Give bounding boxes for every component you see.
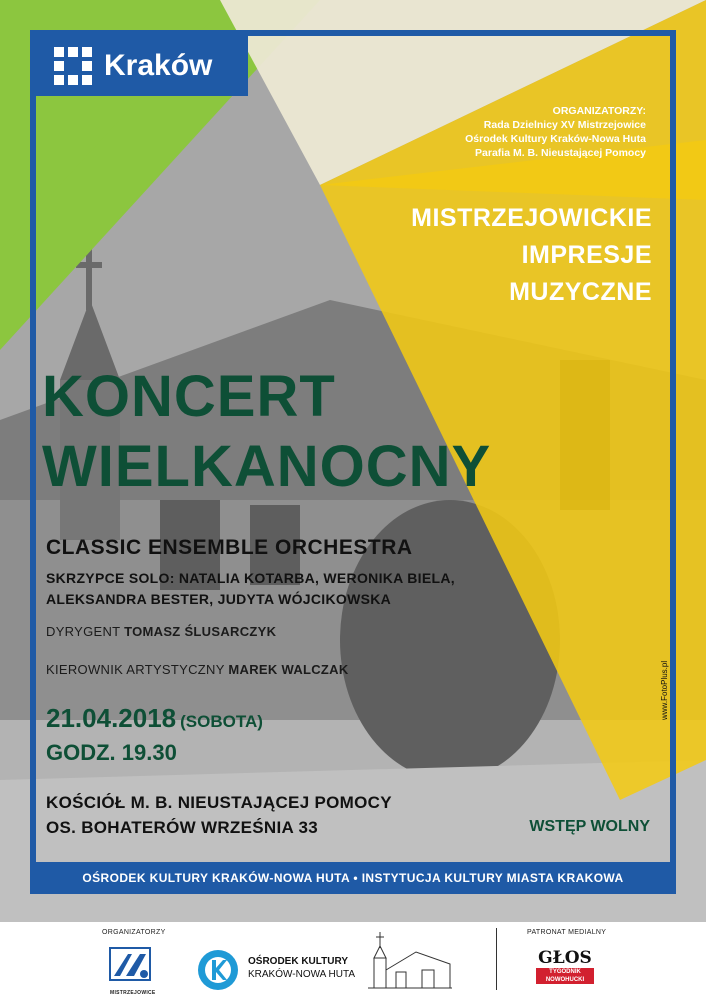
glos-sub-line: NOWOHUCKI bbox=[545, 977, 585, 983]
series-line: MUZYCZNE bbox=[509, 278, 652, 306]
concert-title bbox=[42, 362, 491, 502]
footer-band: OŚRODEK KULTURY KRAKÓW-NOWA HUTA • INSTYTUCJA KULTURY MIASTA KRAKOWA bbox=[30, 862, 676, 894]
soloists-line: ALEKSANDRA BESTER, JUDYTA WÓJCIKOWSKA bbox=[46, 591, 392, 607]
glos-sub-line: TYGODNIK bbox=[549, 969, 581, 975]
organizer-line: Ośrodek Kultury Kraków-Nowa Huta bbox=[465, 133, 646, 145]
glos-logo-icon[interactable] bbox=[536, 948, 594, 988]
event-date bbox=[46, 703, 263, 734]
photo-credit: www.FotoPlus.pl bbox=[660, 660, 669, 720]
venue bbox=[46, 790, 392, 840]
glos-title: GŁOS bbox=[538, 948, 592, 968]
series-title bbox=[411, 200, 652, 311]
artistic-director-label: KIEROWNIK ARTYSTYCZNY bbox=[46, 662, 225, 677]
okkn-sub: KRAKÓW-NOWA HUTA bbox=[248, 969, 356, 980]
conductor-line bbox=[46, 624, 276, 639]
series-line: MISTRZEJOWICKIE bbox=[411, 204, 652, 232]
event-date-value: 21.04.2018 bbox=[46, 703, 177, 733]
krakow-logo-icon bbox=[54, 47, 92, 85]
concert-title-line: KONCERT bbox=[42, 364, 336, 429]
media-patron-label: PATRONAT MEDIALNY bbox=[527, 929, 607, 936]
conductor-name: TOMASZ ŚLUSARCZYK bbox=[124, 624, 277, 639]
okkn-logo-icon[interactable] bbox=[196, 948, 240, 992]
glos-sub bbox=[536, 968, 594, 984]
mistrzejowice-logo-icon[interactable] bbox=[108, 946, 152, 988]
event-day: (SOBOTA) bbox=[180, 712, 263, 731]
free-entry: WSTĘP WOLNY bbox=[529, 818, 650, 835]
church-sketch-icon bbox=[366, 930, 452, 992]
organizer-line: Parafia M. B. Nieustającej Pomocy bbox=[475, 147, 646, 159]
soloists bbox=[46, 568, 455, 610]
okkn-title: OŚRODEK KULTURY bbox=[248, 956, 348, 967]
artistic-director-name: MAREK WALCZAK bbox=[228, 662, 349, 677]
event-time: GODZ. 19.30 bbox=[46, 740, 177, 765]
krakow-logo-text: Kraków bbox=[104, 49, 213, 82]
artistic-director-line bbox=[46, 662, 349, 677]
organizers-heading: ORGANIZATORZY: bbox=[552, 105, 646, 117]
organizers-block bbox=[465, 104, 646, 160]
series-line: IMPRESJE bbox=[521, 241, 652, 269]
organizers-small-label: ORGANIZATORZY bbox=[102, 929, 166, 936]
mistrzejowice-label: MISTRZEJOWICE bbox=[110, 990, 156, 996]
venue-line: OS. BOHATERÓW WRZEŚNIA 33 bbox=[46, 818, 318, 837]
ensemble-name: CLASSIC ENSEMBLE ORCHESTRA bbox=[46, 536, 413, 559]
conductor-label: DYRYGENT bbox=[46, 624, 121, 639]
soloists-line: SKRZYPCE SOLO: NATALIA KOTARBA, WERONIKA BIELA, bbox=[46, 570, 455, 586]
okkn-text bbox=[248, 955, 355, 981]
sponsor-divider bbox=[496, 928, 497, 990]
concert-title-line: WIELKANOCNY bbox=[42, 434, 492, 499]
venue-line: KOŚCIÓŁ M. B. NIEUSTAJĄCEJ POMOCY bbox=[46, 793, 392, 812]
organizer-line: Rada Dzielnicy XV Mistrzejowice bbox=[483, 119, 646, 131]
krakow-logo[interactable] bbox=[36, 36, 248, 96]
